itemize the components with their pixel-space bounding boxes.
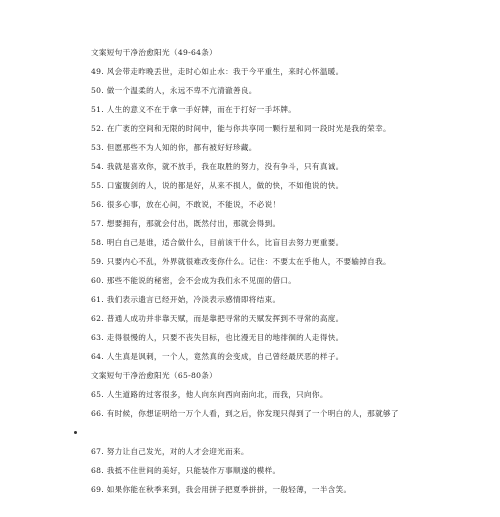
list-item: 65. 人生道路的过客很多，他人向东向西向南向北，而我，只向你。 [91,390,328,399]
list-item: 57. 想要拥有，那就会付出，既然付出，那就会得到。 [91,219,281,228]
list-item: 55. 口蜜腹剑的人，说的都是好，从来不损人，做的快，不如他说的快。 [91,181,344,190]
list-item: 53. 但愿那些不为人知的你，都有被好好珍藏。 [91,143,257,152]
list-item: 59. 只要内心不乱，外界就很难改变你什么。记住：不要太在乎他人，不要输掉自我。 [91,257,391,266]
list-item: 66. 有时候，你想证明给一万个人看，到之后，你发现只得到了一个明白的人，那就够了 [91,409,399,418]
list-item: 67. 努力让自己发光，对的人才会迎光而来。 [91,447,249,456]
list-item: 51. 人生的意义不在于拿一手好牌，而在于打好一手坏牌。 [91,105,297,114]
list-item: 58. 明白自己是谁，适合做什么，目前该干什么，比盲目去努力更重要。 [91,238,344,247]
list-item: 50. 做一个温柔的人，永远不卑不亢清澈善良。 [91,86,257,95]
list-item: 68. 我抵不住世间的美好，只能装作万事顺遂的模样。 [91,466,281,475]
list-item: 61. 我们表示遗言已经开始，冷淡表示感情即将结束。 [91,295,281,304]
list-item: 56. 很多心事，放在心间，不敢说，不能说，不必说！ [91,200,281,209]
section-heading-1: 文案短句干净治愈阳光（49-64条） [91,48,218,57]
list-item: 62. 普通人成功并非靠天赋，而是靠把寻常的天赋发挥到不寻常的高度。 [91,314,344,323]
list-item: 69. 如果你能在秋季来到，我会用拼子把夏季拼拼，一般轻薄，一半含笑。 [91,485,352,494]
list-item: 49. 风会带走昨晚丢世，走时心如止水：我于今平重生，来时心怀温暖。 [91,67,344,76]
section-heading-2: 文案短句干净治愈阳光（65-80条） [91,371,218,380]
list-item: 54. 我就是喜欢你，就不放手，我在取胜的努力，没有争斗，只有真诚。 [91,162,344,171]
bullet-dot [74,431,77,434]
list-item: 60. 那些不能说的秘密，会不会成为我们永不见面的借口。 [91,276,297,285]
list-item: 64. 人生真是讽刺，一个人，竟然真的会变成，自己曾经最厌恶的样子。 [91,352,344,361]
list-item: 63. 走得很慢的人，只要不丧失目标，也比漫无目的地徘徊的人走得快。 [91,333,344,342]
list-item: 52. 在广袤的空间和无限的时间中，能与你共享同一颗行星和同一段时光是我的荣幸。 [91,124,391,133]
